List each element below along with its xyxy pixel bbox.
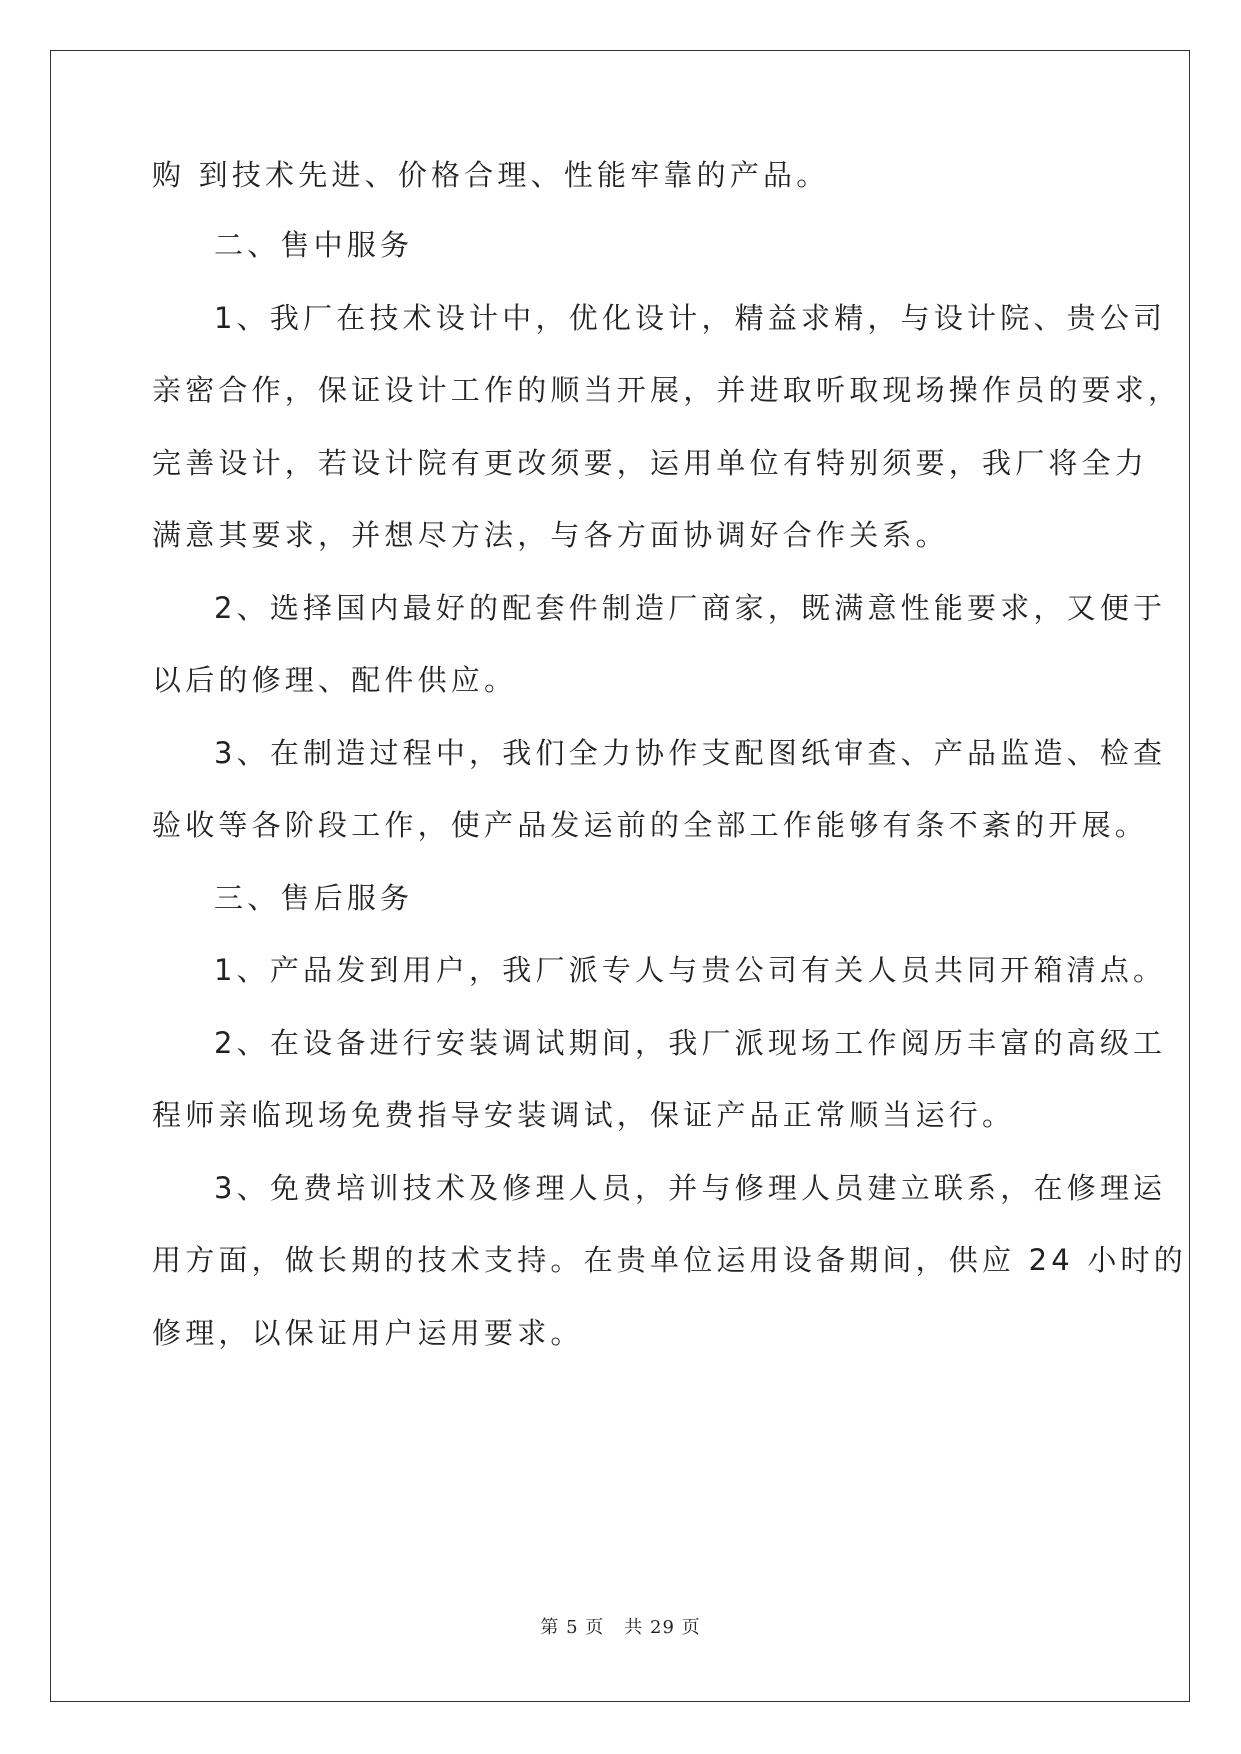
total-page-count: 共 29 页 [624,1617,701,1638]
paragraph-line: 修理，以保证用户运用要求。 [152,1316,584,1350]
paragraph-line: 2、选择国内最好的配套件制造厂商家，既满意性能要求，又便于 [214,591,1167,625]
paragraph-line: 3、免费培训技术及修理人员，并与修理人员建立联系，在修理运 [214,1171,1167,1205]
section-heading: 二、售中服务 [214,228,414,262]
paragraph-line: 完善设计，若设计院有更改须要，运用单位有特别须要，我厂将全力 [152,446,1149,480]
paragraph-line: 1、我厂在技术设计中，优化设计，精益求精，与设计院、贵公司 [214,301,1167,335]
paragraph-line: 以后的修理、配件供应。 [152,663,518,697]
paragraph-line: 3、在制造过程中，我们全力协作支配图纸审查、产品监造、检查 [214,736,1167,770]
paragraph-line: 亲密合作，保证设计工作的顺当开展，并进取听取现场操作员的要求， [152,373,1182,407]
paragraph-line: 满意其要求，并想尽方法，与各方面协调好合作关系。 [152,518,949,552]
paragraph-line: 购 到技术先进、价格合理、性能牢靠的产品。 [152,158,830,192]
paragraph-line: 验收等各阶段工作，使产品发运前的全部工作能够有条不紊的开展。 [152,808,1149,842]
paragraph-line: 2、在设备进行安装调试期间，我厂派现场工作阅历丰富的高级工 [214,1026,1167,1060]
current-page-number: 第 5 页 [540,1617,605,1638]
section-heading: 三、售后服务 [214,881,414,915]
paragraph-line: 1、产品发到用户，我厂派专人与贵公司有关人员共同开箱清点。 [214,953,1167,987]
paragraph-line: 程师亲临现场免费指导安装调试，保证产品正常顺当运行。 [152,1098,1016,1132]
page-footer [0,1613,1241,1639]
paragraph-line: 用方面，做长期的技术支持。在贵单位运用设备期间，供应 24 小时的 [152,1243,1187,1277]
